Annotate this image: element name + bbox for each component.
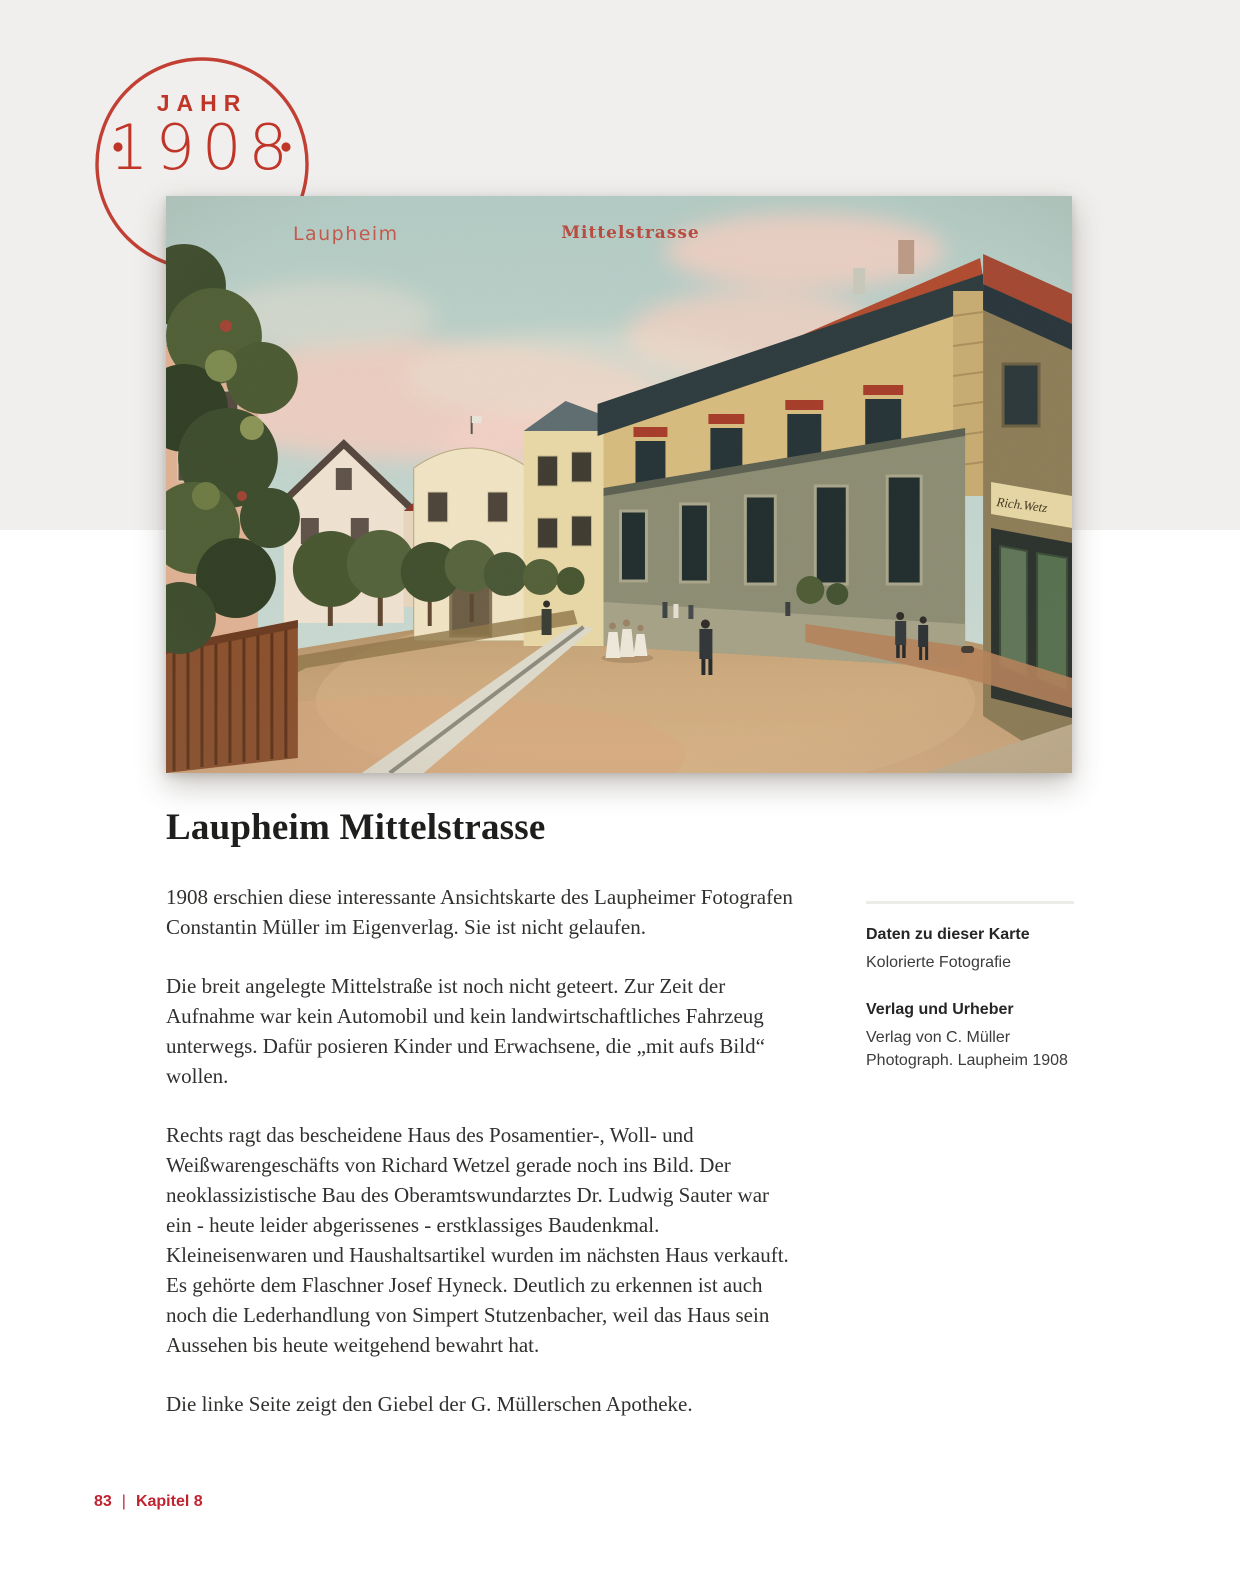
sidebar-section-line: Kolorierte Fotografie xyxy=(866,954,1011,971)
chapter-label: Kapitel 8 xyxy=(135,1493,203,1510)
article-paragraph: Die linke Seite zeigt den Giebel der G. Müllerschen Apotheke. xyxy=(166,1392,693,1416)
postcard-image xyxy=(166,196,1072,773)
sidebar-section-card-data xyxy=(866,923,1074,974)
article-paragraph: Die breit angelegte Mittelstraße ist noch nicht geteert. Zur Zeit der Aufnahme war kein Automobil und kein landwirtschaftliches Fahrzeug unterwegs. Dafür posieren Kinder und Erwachsene, die „mit aufs Bild“ wollen. xyxy=(166,974,765,1088)
page-title: Laupheim Mittelstrasse xyxy=(166,807,546,848)
sidebar-section-line: Verlag von C. Müller xyxy=(866,1029,1011,1046)
article-body xyxy=(166,882,796,1448)
sidebar-section-heading: Verlag und Urheber xyxy=(866,1001,1014,1018)
sidebar-section-line: Photograph. Laupheim 1908 xyxy=(866,1052,1068,1069)
stamp-label: JAHR xyxy=(156,90,248,116)
vignette-overlay xyxy=(166,196,1072,773)
article-paragraph: Rechts ragt das bescheidene Haus des Posamentier-, Woll- und Weißwarengeschäfts von Richard Wetzel gerade noch ins Bild. Der neoklassizistische Bau des Oberamtswundarztes Dr. Ludwig Sauter war ein - heute leider abgerissenes - erstklassiges Baudenkmal. Kleineisenwaren und Haushaltsartikel wurden im nächsten Haus verkauft. Es gehörte dem Flaschner Josef Hyneck. Deutlich zu erkennen ist auch noch die Lederhandlung von Simpert Stutzenbacher, weil das Haus sein Aussehen bis heute weitgehend bewahrt hat. xyxy=(166,1123,789,1357)
metadata-sidebar xyxy=(866,901,1074,1096)
sidebar-section-heading: Daten zu dieser Karte xyxy=(866,926,1030,943)
sidebar-section-publisher xyxy=(866,998,1074,1072)
page-number: 83 xyxy=(94,1493,112,1510)
postcard-scene xyxy=(166,196,1072,773)
footer-separator: | xyxy=(121,1493,126,1510)
sidebar-divider xyxy=(866,901,1074,904)
page-footer xyxy=(94,1493,203,1511)
stamp-year: 1908 xyxy=(109,111,295,184)
article-paragraph: 1908 erschien diese interessante Ansichtskarte des Laupheimer Fotografen Constantin Müller im Eigenverlag. Sie ist nicht gelaufen. xyxy=(166,885,793,939)
